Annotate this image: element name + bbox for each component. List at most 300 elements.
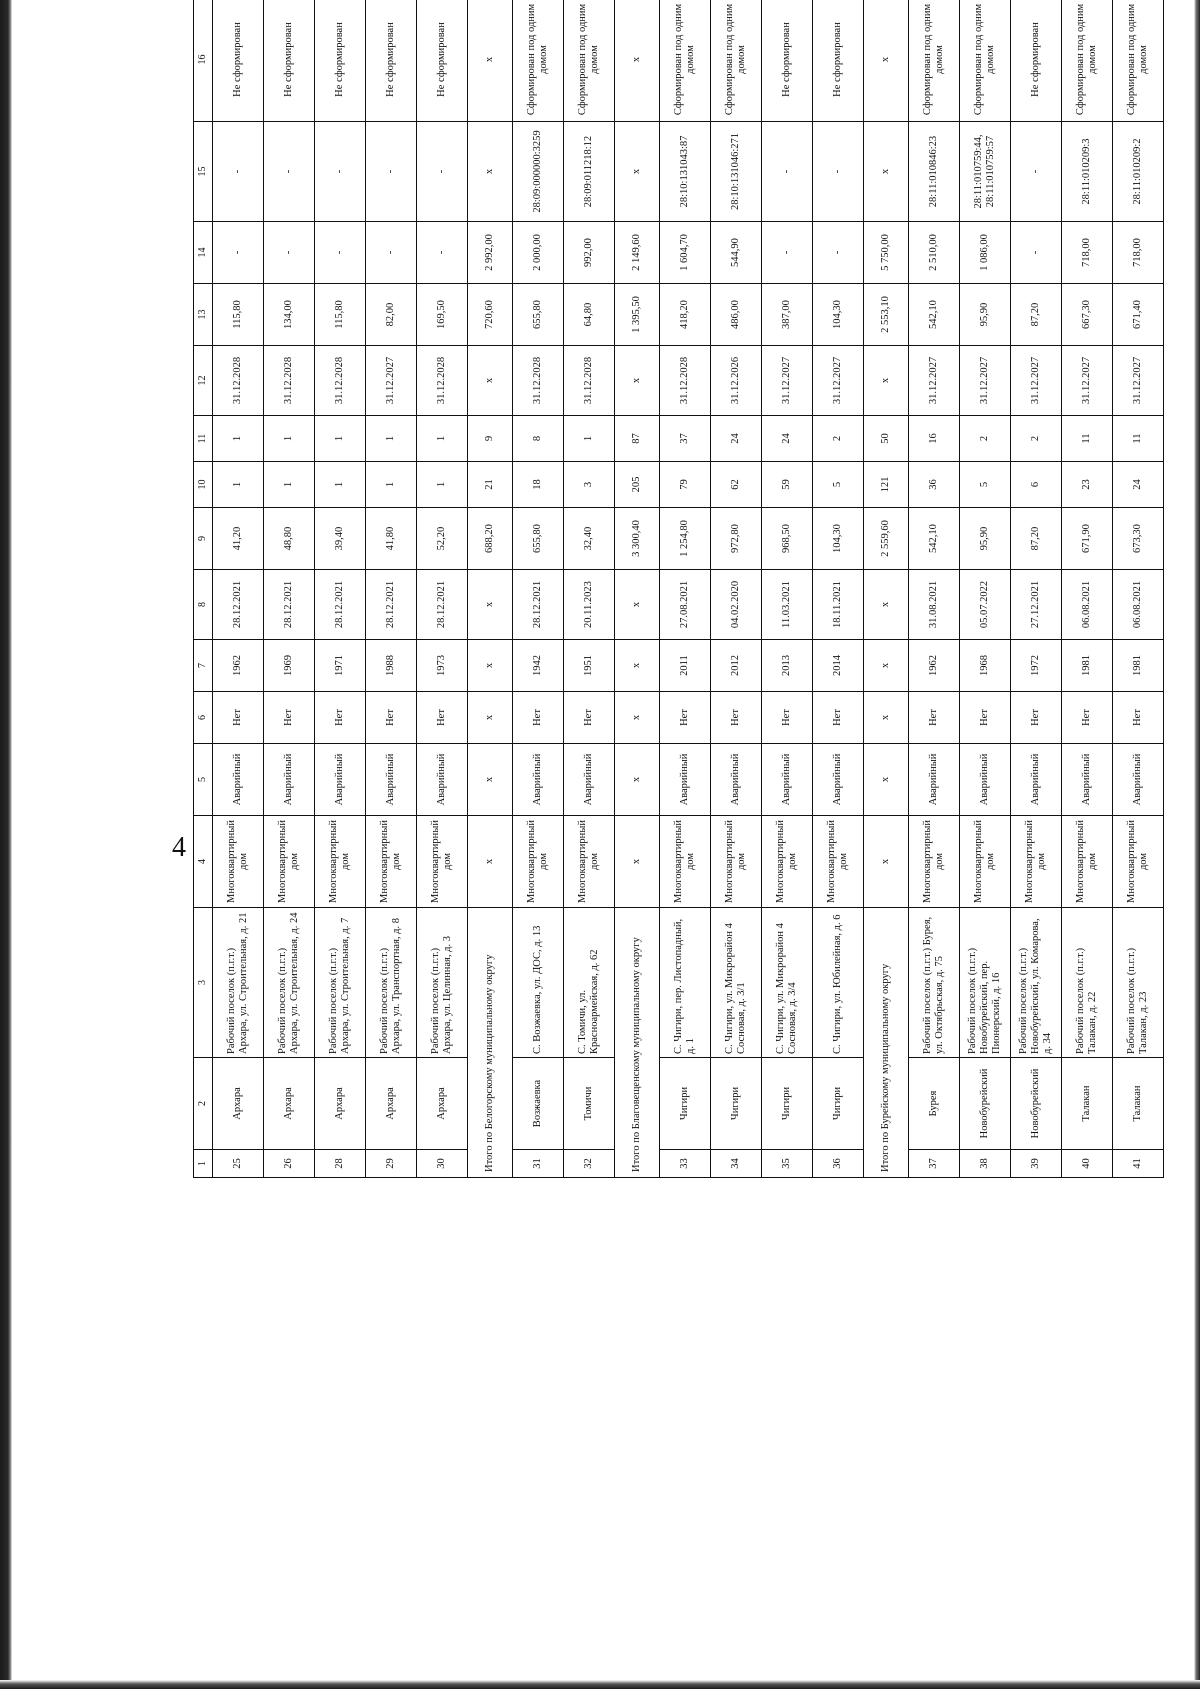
- table-cell: Многоквартирный дом: [264, 816, 315, 908]
- subtotal-label: Итого по Белогорскому муниципальному округу: [468, 908, 513, 1178]
- table-cell: -: [417, 122, 468, 222]
- address-cell: С. Возжаевка, ул. ДОС, д. 13: [513, 908, 564, 1058]
- table-cell: 1971: [315, 640, 366, 692]
- table-cell: 50: [864, 416, 909, 462]
- table-cell: 115,80: [213, 284, 264, 346]
- table-cell: 28:09:000000:3259: [513, 122, 564, 222]
- table-cell: 31.12.2026: [711, 346, 762, 416]
- table-cell: 104,30: [813, 508, 864, 570]
- table-cell: 31.12.2027: [1011, 346, 1062, 416]
- table-cell: 968,50: [762, 508, 813, 570]
- table-cell: Аварийный: [264, 744, 315, 816]
- table-cell: 1972: [1011, 640, 1062, 692]
- table-cell: х: [468, 744, 513, 816]
- table-cell: 18.11.2021: [813, 570, 864, 640]
- table-cell: -: [264, 122, 315, 222]
- table-cell: 37: [909, 1150, 960, 1178]
- table-cell: 31.12.2028: [315, 346, 366, 416]
- table-cell: х: [468, 640, 513, 692]
- table-cell: 06.08.2021: [1062, 570, 1113, 640]
- table-cell: 1962: [213, 640, 264, 692]
- table-cell: Аварийный: [1113, 744, 1164, 816]
- table-cell: Новобурейский: [1011, 1058, 1062, 1150]
- table-cell: Не сформирован: [264, 0, 315, 122]
- table-cell: Сформирован под одним домом: [909, 0, 960, 122]
- table-cell: 992,00: [564, 222, 615, 284]
- table-cell: Не сформирован: [366, 0, 417, 122]
- table-cell: х: [615, 570, 660, 640]
- table-cell: 62: [711, 462, 762, 508]
- table-cell: 79: [660, 462, 711, 508]
- table-cell: 104,30: [813, 284, 864, 346]
- table-cell: Талакан: [1062, 1058, 1113, 1150]
- page-number: 4: [172, 832, 186, 863]
- table-cell: 31.12.2028: [660, 346, 711, 416]
- table-cell: -: [315, 122, 366, 222]
- column-number: 2: [194, 1058, 213, 1150]
- table-cell: Не сформирован: [417, 0, 468, 122]
- column-number: 8: [194, 570, 213, 640]
- table-cell: Аварийный: [1011, 744, 1062, 816]
- table-cell: 27.12.2021: [1011, 570, 1062, 640]
- table-cell: 95,90: [960, 508, 1011, 570]
- table-cell: 04.02.2020: [711, 570, 762, 640]
- table-cell: 25: [213, 1150, 264, 1178]
- table-cell: х: [468, 692, 513, 744]
- table-row: [315, 0, 366, 1178]
- table-cell: Нет: [513, 692, 564, 744]
- table-cell: 8: [513, 416, 564, 462]
- table-cell: х: [615, 744, 660, 816]
- table-cell: -: [213, 222, 264, 284]
- table-cell: Многоквартирный дом: [1062, 816, 1113, 908]
- table-cell: 39: [1011, 1150, 1062, 1178]
- table-cell: 35: [762, 1150, 813, 1178]
- table-cell: Архара: [315, 1058, 366, 1150]
- table-cell: х: [615, 816, 660, 908]
- table-cell: 82,00: [366, 284, 417, 346]
- table-cell: 1: [315, 462, 366, 508]
- table-cell: 2 510,00: [909, 222, 960, 284]
- table-cell: 115,80: [315, 284, 366, 346]
- table-cell: 205: [615, 462, 660, 508]
- table-row: [213, 0, 264, 1178]
- table-cell: -: [366, 122, 417, 222]
- table-cell: х: [468, 346, 513, 416]
- table-cell: х: [615, 346, 660, 416]
- table-cell: 1: [564, 416, 615, 462]
- table-cell: 31.12.2027: [1062, 346, 1113, 416]
- table-cell: 38: [960, 1150, 1011, 1178]
- table-cell: 1: [264, 462, 315, 508]
- table-cell: х: [468, 816, 513, 908]
- table-cell: 27.08.2021: [660, 570, 711, 640]
- table-row: [1011, 0, 1062, 1178]
- table-cell: х: [615, 692, 660, 744]
- table-cell: 20.11.2023: [564, 570, 615, 640]
- table-cell: Многоквартирный дом: [213, 816, 264, 908]
- address-cell: Рабочий поселок (п.г.т.) Талакан, д. 22: [1062, 908, 1113, 1058]
- table-cell: х: [615, 0, 660, 122]
- table-cell: 2013: [762, 640, 813, 692]
- table-cell: 64,80: [564, 284, 615, 346]
- table-cell: 05.07.2022: [960, 570, 1011, 640]
- table-cell: 28:11:010846:23: [909, 122, 960, 222]
- table-cell: Многоквартирный дом: [762, 816, 813, 908]
- table-cell: 1 395,50: [615, 284, 660, 346]
- table-row: [564, 0, 615, 1178]
- table-cell: Нет: [813, 692, 864, 744]
- table-cell: Нет: [366, 692, 417, 744]
- table-cell: 1: [213, 462, 264, 508]
- column-number: 10: [194, 462, 213, 508]
- table-cell: 387,00: [762, 284, 813, 346]
- table-cell: Чигири: [762, 1058, 813, 1150]
- table-cell: 655,80: [513, 508, 564, 570]
- table-cell: х: [468, 122, 513, 222]
- subtotal-row: [864, 0, 909, 1178]
- table-cell: 41,20: [213, 508, 264, 570]
- table-cell: Аварийный: [513, 744, 564, 816]
- table-cell: Бурея: [909, 1058, 960, 1150]
- table-row: [960, 0, 1011, 1178]
- table-cell: 1962: [909, 640, 960, 692]
- table-cell: х: [864, 816, 909, 908]
- table-cell: Многоквартирный дом: [1113, 816, 1164, 908]
- table-cell: -: [762, 222, 813, 284]
- subtotal-label: Итого по Благовещенскому муниципальному округу: [615, 908, 660, 1178]
- table-cell: Многоквартирный дом: [960, 816, 1011, 908]
- table-cell: Сформирован под одним домом: [564, 0, 615, 122]
- column-number: 7: [194, 640, 213, 692]
- table-cell: Нет: [315, 692, 366, 744]
- table-cell: 31.12.2028: [513, 346, 564, 416]
- table-cell: Многоквартирный дом: [813, 816, 864, 908]
- table-cell: 2014: [813, 640, 864, 692]
- table-cell: х: [615, 122, 660, 222]
- table-cell: Архара: [366, 1058, 417, 1150]
- table-cell: 1: [417, 416, 468, 462]
- table-cell: 1: [366, 416, 417, 462]
- table-cell: 40: [1062, 1150, 1113, 1178]
- table-cell: 1 604,70: [660, 222, 711, 284]
- table-row: [660, 0, 711, 1178]
- table-cell: х: [468, 570, 513, 640]
- table-cell: 6: [1011, 462, 1062, 508]
- table-cell: -: [762, 122, 813, 222]
- table-cell: 1968: [960, 640, 1011, 692]
- table-row: [417, 0, 468, 1178]
- table-cell: 28:09:011218:12: [564, 122, 615, 222]
- table-cell: 31.12.2028: [213, 346, 264, 416]
- address-cell: Рабочий поселок (п.г.т.) Бурея, ул. Октябрьская, д. 75: [909, 908, 960, 1058]
- table-cell: Не сформирован: [762, 0, 813, 122]
- subtotal-row: [615, 0, 660, 1178]
- table-cell: 31.08.2021: [909, 570, 960, 640]
- table-cell: 31: [513, 1150, 564, 1178]
- column-number: 13: [194, 284, 213, 346]
- table-cell: 11.03.2021: [762, 570, 813, 640]
- table-cell: 24: [711, 416, 762, 462]
- table-cell: 37: [660, 416, 711, 462]
- table-cell: -: [1011, 222, 1062, 284]
- table-cell: 06.08.2021: [1113, 570, 1164, 640]
- table-cell: Нет: [660, 692, 711, 744]
- table-cell: 1 086,00: [960, 222, 1011, 284]
- table-cell: 3: [564, 462, 615, 508]
- table-cell: 2: [960, 416, 1011, 462]
- table-cell: Многоквартирный дом: [909, 816, 960, 908]
- address-cell: Рабочий поселок (п.г.т.) Новобурейский, ул. Комарова, д. 34: [1011, 908, 1062, 1058]
- table-cell: 5: [813, 462, 864, 508]
- column-number: 3: [194, 908, 213, 1058]
- table-cell: 121: [864, 462, 909, 508]
- address-cell: С. Чигири, ул. Микрорайон 4 Сосновая, д. 3/4: [762, 908, 813, 1058]
- table-cell: х: [864, 0, 909, 122]
- table-cell: 34: [711, 1150, 762, 1178]
- table-cell: 1: [264, 416, 315, 462]
- table-cell: 24: [762, 416, 813, 462]
- table-cell: 31.12.2027: [813, 346, 864, 416]
- table-body: [194, 0, 1164, 1178]
- table-cell: 673,30: [1113, 508, 1164, 570]
- table-cell: 29: [366, 1150, 417, 1178]
- table-cell: 87: [615, 416, 660, 462]
- table-cell: 655,80: [513, 284, 564, 346]
- table-cell: Нет: [417, 692, 468, 744]
- table-cell: Новобурейский: [960, 1058, 1011, 1150]
- table-cell: 32: [564, 1150, 615, 1178]
- table-cell: 2012: [711, 640, 762, 692]
- table-cell: 1: [417, 462, 468, 508]
- table-cell: -: [366, 222, 417, 284]
- table-cell: 26: [264, 1150, 315, 1178]
- table-cell: 41: [1113, 1150, 1164, 1178]
- table-cell: -: [315, 222, 366, 284]
- subtotal-label: Итого по Бурейскому муниципальному округу: [864, 908, 909, 1178]
- table-cell: 28:11:010759:44, 28:11:010759:57: [960, 122, 1011, 222]
- table-cell: Не сформирован: [1011, 0, 1062, 122]
- table-cell: 718,00: [1113, 222, 1164, 284]
- table-cell: 671,90: [1062, 508, 1113, 570]
- table-cell: Чигири: [660, 1058, 711, 1150]
- table-cell: 544,90: [711, 222, 762, 284]
- table-cell: 11: [1113, 416, 1164, 462]
- table-cell: х: [864, 744, 909, 816]
- scan-edge-left: [0, 0, 12, 1689]
- address-cell: Рабочий поселок (п.г.т.) Талакан, д. 23: [1113, 908, 1164, 1058]
- table-row: [711, 0, 762, 1178]
- table-cell: 59: [762, 462, 813, 508]
- table-cell: Аварийный: [660, 744, 711, 816]
- table-cell: х: [864, 692, 909, 744]
- table-cell: Нет: [909, 692, 960, 744]
- address-cell: С. Чигири, ул. Микрорайон 4 Сосновая, д. 3/1: [711, 908, 762, 1058]
- table-cell: 720,60: [468, 284, 513, 346]
- table-cell: 33: [660, 1150, 711, 1178]
- table-cell: 2: [1011, 416, 1062, 462]
- column-number: 11: [194, 416, 213, 462]
- column-number: 15: [194, 122, 213, 222]
- table-cell: Архара: [213, 1058, 264, 1150]
- table-cell: х: [615, 640, 660, 692]
- table-cell: Архара: [417, 1058, 468, 1150]
- table-cell: х: [468, 0, 513, 122]
- column-number: 9: [194, 508, 213, 570]
- table-cell: 32,40: [564, 508, 615, 570]
- table-cell: Нет: [960, 692, 1011, 744]
- table-cell: 31.12.2027: [1113, 346, 1164, 416]
- table-cell: Нет: [1011, 692, 1062, 744]
- table-cell: Не сформирован: [213, 0, 264, 122]
- address-cell: С. Чигири, ул. Юбилейная, д. 6: [813, 908, 864, 1058]
- table-cell: 28:10:131046:271: [711, 122, 762, 222]
- address-cell: Рабочий поселок (п.г.т.) Архара, ул. Строительная, д. 21: [213, 908, 264, 1058]
- table-cell: 1981: [1062, 640, 1113, 692]
- table-row: [1062, 0, 1113, 1178]
- table-cell: 31.12.2027: [366, 346, 417, 416]
- table-cell: 418,20: [660, 284, 711, 346]
- rotated-table-container: [193, 3, 1149, 1178]
- table-cell: 39,40: [315, 508, 366, 570]
- table-cell: Сформирован под одним домом: [960, 0, 1011, 122]
- table-cell: Нет: [1113, 692, 1164, 744]
- table-cell: Не сформирован: [315, 0, 366, 122]
- table-cell: 28.12.2021: [417, 570, 468, 640]
- table-cell: Нет: [213, 692, 264, 744]
- table-cell: 28: [315, 1150, 366, 1178]
- table-cell: 18: [513, 462, 564, 508]
- scan-edge-right: [1194, 0, 1200, 1689]
- table-row: [1113, 0, 1164, 1178]
- table-cell: 718,00: [1062, 222, 1113, 284]
- table-cell: Многоквартирный дом: [366, 816, 417, 908]
- table-cell: 1973: [417, 640, 468, 692]
- table-cell: 1981: [1113, 640, 1164, 692]
- table-cell: Сформирован под одним домом: [513, 0, 564, 122]
- table-cell: х: [864, 346, 909, 416]
- table-cell: 2 559,60: [864, 508, 909, 570]
- table-cell: 30: [417, 1150, 468, 1178]
- table-cell: -: [417, 222, 468, 284]
- table-cell: 1 254,80: [660, 508, 711, 570]
- table-cell: 671,40: [1113, 284, 1164, 346]
- table-cell: Аварийный: [909, 744, 960, 816]
- table-cell: Многоквартирный дом: [513, 816, 564, 908]
- table-cell: 28.12.2021: [315, 570, 366, 640]
- table-cell: 9: [468, 416, 513, 462]
- table-cell: Возжаевка: [513, 1058, 564, 1150]
- table-cell: Многоквартирный дом: [711, 816, 762, 908]
- table-cell: 23: [1062, 462, 1113, 508]
- table-cell: 1: [366, 462, 417, 508]
- column-number: 6: [194, 692, 213, 744]
- table-cell: 28.12.2021: [213, 570, 264, 640]
- table-cell: 24: [1113, 462, 1164, 508]
- table-cell: 134,00: [264, 284, 315, 346]
- table-cell: 28:10:131043:87: [660, 122, 711, 222]
- table-cell: 2 149,60: [615, 222, 660, 284]
- table-cell: х: [864, 570, 909, 640]
- address-cell: Рабочий поселок (п.г.т.) Архара, ул. Транспортная, д. 8: [366, 908, 417, 1058]
- address-cell: С. Томичи, ул. Красноармейская, д. 62: [564, 908, 615, 1058]
- table-cell: Нет: [762, 692, 813, 744]
- subtotal-row: [468, 0, 513, 1178]
- table-cell: 48,80: [264, 508, 315, 570]
- table-cell: Чигири: [711, 1058, 762, 1150]
- column-number: 14: [194, 222, 213, 284]
- header-row: [194, 0, 213, 1178]
- table-cell: Нет: [1062, 692, 1113, 744]
- table-cell: 28.12.2021: [366, 570, 417, 640]
- table-cell: Аварийный: [711, 744, 762, 816]
- table-cell: 688,20: [468, 508, 513, 570]
- column-number: 1: [194, 1150, 213, 1178]
- address-cell: С. Чигири, пер. Листопадный, д. 1: [660, 908, 711, 1058]
- scan-edge-bottom: [0, 1680, 1200, 1689]
- table-cell: Многоквартирный дом: [660, 816, 711, 908]
- table-cell: 87,20: [1011, 284, 1062, 346]
- address-cell: Рабочий поселок (п.г.т.) Архара, ул. Целинная, д. 3: [417, 908, 468, 1058]
- table-cell: 87,20: [1011, 508, 1062, 570]
- table-cell: 28:11:010209:3: [1062, 122, 1113, 222]
- table-cell: Многоквартирный дом: [417, 816, 468, 908]
- table-cell: 1988: [366, 640, 417, 692]
- table-cell: Аварийный: [417, 744, 468, 816]
- table-cell: Аварийный: [564, 744, 615, 816]
- table-cell: Аварийный: [315, 744, 366, 816]
- table-cell: 3 300,40: [615, 508, 660, 570]
- table-cell: 31.12.2028: [264, 346, 315, 416]
- table-cell: 972,80: [711, 508, 762, 570]
- table-cell: 31.12.2027: [909, 346, 960, 416]
- table-cell: Аварийный: [213, 744, 264, 816]
- table-cell: Нет: [564, 692, 615, 744]
- table-cell: Не сформирован: [813, 0, 864, 122]
- address-cell: Рабочий поселок (п.г.т.) Архара, ул. Строительная, д. 24: [264, 908, 315, 1058]
- table-cell: 542,10: [909, 508, 960, 570]
- table-cell: 1942: [513, 640, 564, 692]
- table-cell: Многоквартирный дом: [315, 816, 366, 908]
- table-cell: 2: [813, 416, 864, 462]
- table-cell: 1969: [264, 640, 315, 692]
- column-number: 12: [194, 346, 213, 416]
- table-cell: 95,90: [960, 284, 1011, 346]
- table-cell: Аварийный: [813, 744, 864, 816]
- table-cell: 31.12.2028: [564, 346, 615, 416]
- address-cell: Рабочий поселок (п.г.т.) Новобурейский, пер. Пионерский, д. 16: [960, 908, 1011, 1058]
- table-cell: 1951: [564, 640, 615, 692]
- table-cell: Сформирован под одним домом: [660, 0, 711, 122]
- table-cell: Аварийный: [762, 744, 813, 816]
- table-cell: Аварийный: [1062, 744, 1113, 816]
- address-cell: Рабочий поселок (п.г.т.) Архара, ул. Строительная, д. 7: [315, 908, 366, 1058]
- table-cell: Нет: [711, 692, 762, 744]
- table-cell: Сформирован под одним домом: [1113, 0, 1164, 122]
- table-cell: 169,50: [417, 284, 468, 346]
- table-cell: 2 992,00: [468, 222, 513, 284]
- table-cell: 31.12.2028: [417, 346, 468, 416]
- table-cell: 667,30: [1062, 284, 1113, 346]
- table-cell: Томичи: [564, 1058, 615, 1150]
- table-cell: х: [864, 122, 909, 222]
- table-row: [762, 0, 813, 1178]
- table-cell: Аварийный: [366, 744, 417, 816]
- table-cell: 28.12.2021: [264, 570, 315, 640]
- table-row: [909, 0, 960, 1178]
- table-cell: Талакан: [1113, 1058, 1164, 1150]
- table-cell: 2011: [660, 640, 711, 692]
